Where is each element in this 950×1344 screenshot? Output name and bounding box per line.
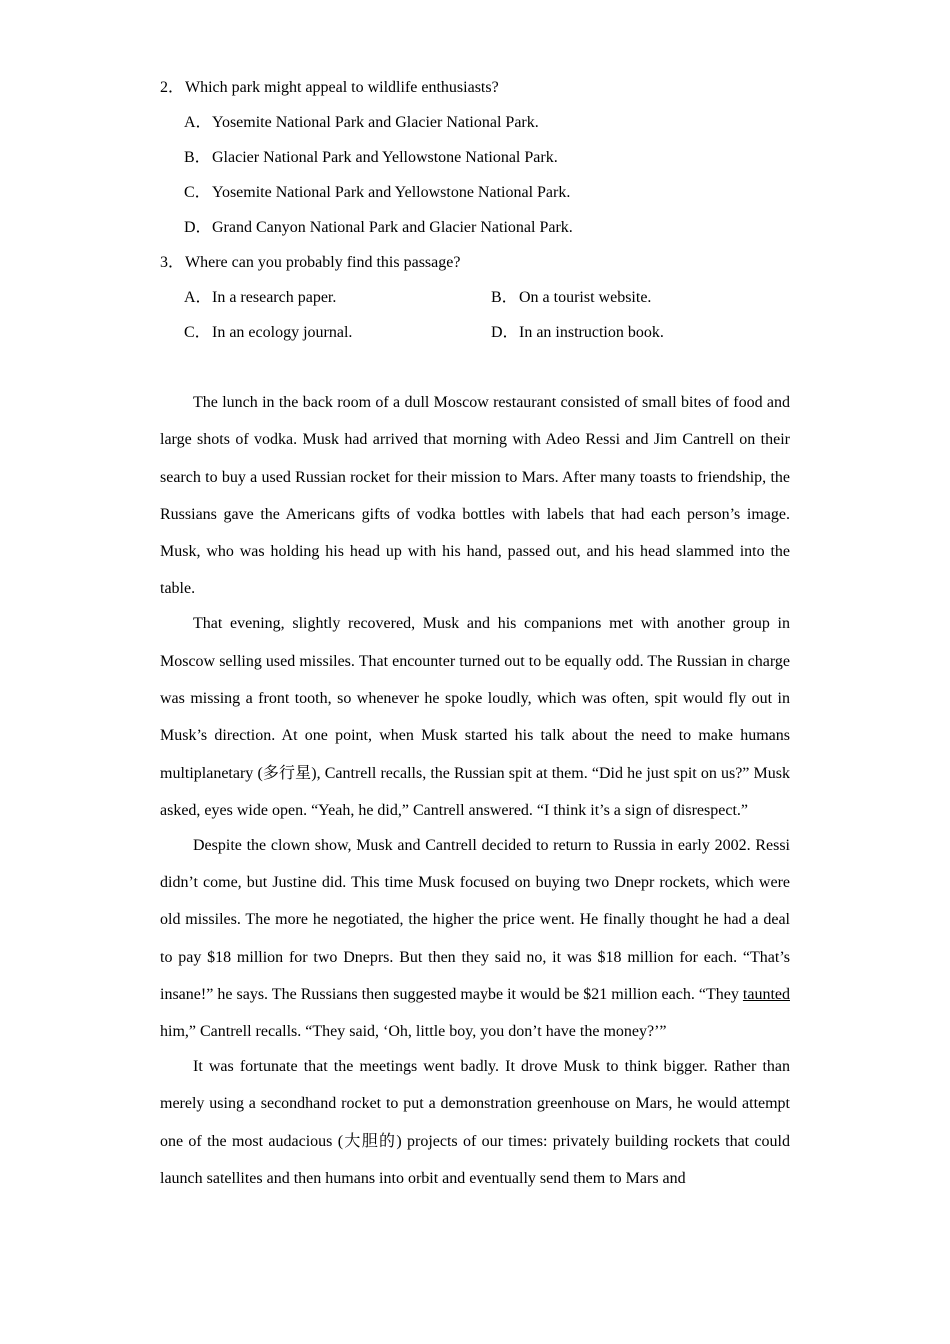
question-2-text: Which park might appeal to wildlife enthusiasts? (185, 79, 499, 96)
passage-paragraph-4: It was fortunate that the meetings went badly. It drove Musk to think bigger. Rather than merely using a secondhand rocket to put a demonstration greenhouse on Mars, he would attempt one of the most audacious (大胆的) projects of our times: privately building rockets that could launch satellites and then humans into orbit and eventually send them to Mars and (160, 1058, 790, 1188)
option-letter: D． (184, 219, 212, 236)
question-3-option-a (184, 288, 336, 308)
question-2-option-c (184, 183, 570, 203)
passage-paragraph-2: That evening, slightly recovered, Musk and his companions met with another group in Moscow selling used missiles. That encounter turned out to be equally odd. The Russian in charge was missing a front tooth, so whenever he spoke loudly, which was often, spit would fly out in Musk’s direction. At one point, when Musk started his talk about the need to make humans multiplanetary (多行星), Cantrell recalls, the Russian spit at them. “Did he just spit on us?” Musk asked, eyes wide open. “Yeah, he did,” Cantrell answered. “I think it’s a sign of disrespect.” (160, 615, 790, 819)
question-2-option-b (184, 148, 558, 168)
option-letter: A． (184, 114, 212, 131)
option-text: Glacier National Park and Yellowstone National Park. (212, 149, 558, 166)
option-text: In an instruction book. (519, 324, 664, 341)
option-text: In a research paper. (212, 289, 337, 306)
paragraph-3-text-after: him,” Cantrell recalls. “They said, ‘Oh, little boy, you don’t have the money?’” (160, 1023, 667, 1041)
option-text: Yosemite National Park and Yellowstone National Park. (212, 184, 571, 201)
option-text: On a tourist website. (519, 289, 652, 306)
question-3-stem (160, 253, 790, 273)
option-text: Yosemite National Park and Glacier National Park. (212, 114, 539, 131)
passage-paragraph-3 (160, 827, 790, 1051)
option-text: In an ecology journal. (212, 324, 353, 341)
option-letter: B． (184, 149, 211, 166)
question-2-option-a (184, 113, 539, 133)
paragraph-3-text-before: Despite the clown show, Musk and Cantrell decided to return to Russia in early 2002. Ressi didn’t come, but Justine did. This time Musk focused on buying two Dnepr rockets, which were old missiles. The more he negotiated, the higher the price went. He finally thought he had a deal to pay $18 million for two Dneprs. But then they said no, it was $18 million for each. “That’s insane!” he says. The Russians then suggested maybe it would be $21 million each. “They (160, 836, 790, 1003)
passage-paragraph-1: The lunch in the back room of a dull Moscow restaurant consisted of small bites of food and large shots of vodka. Musk had arrived that morning with Adeo Ressi and Jim Cantrell on their search to buy a used Russian rocket for their mission to Mars. After many toasts to friendship, the Russians gave the Americans gifts of vodka bottles with labels that had each person’s image. Musk, who was holding his head up with his hand, passed out, and his head slammed into the table. (160, 394, 790, 598)
question-2-option-d (184, 218, 573, 238)
underlined-word-taunted: taunted (742, 985, 790, 1003)
question-2-number: 2． (160, 79, 185, 96)
question-3-number: 3． (160, 254, 185, 271)
reading-passage (160, 384, 790, 1195)
question-3-option-c (184, 323, 352, 343)
option-letter: C． (184, 324, 211, 341)
question-3-option-b (491, 288, 651, 308)
option-text: Grand Canyon National Park and Glacier National Park. (212, 219, 573, 236)
option-letter: A． (184, 289, 212, 306)
option-letter: C． (184, 184, 211, 201)
question-3-text: Where can you probably find this passage? (185, 254, 461, 271)
option-letter: B． (491, 289, 518, 306)
question-3-option-d (491, 323, 664, 343)
question-2-stem (160, 78, 790, 98)
option-letter: D． (491, 324, 519, 341)
